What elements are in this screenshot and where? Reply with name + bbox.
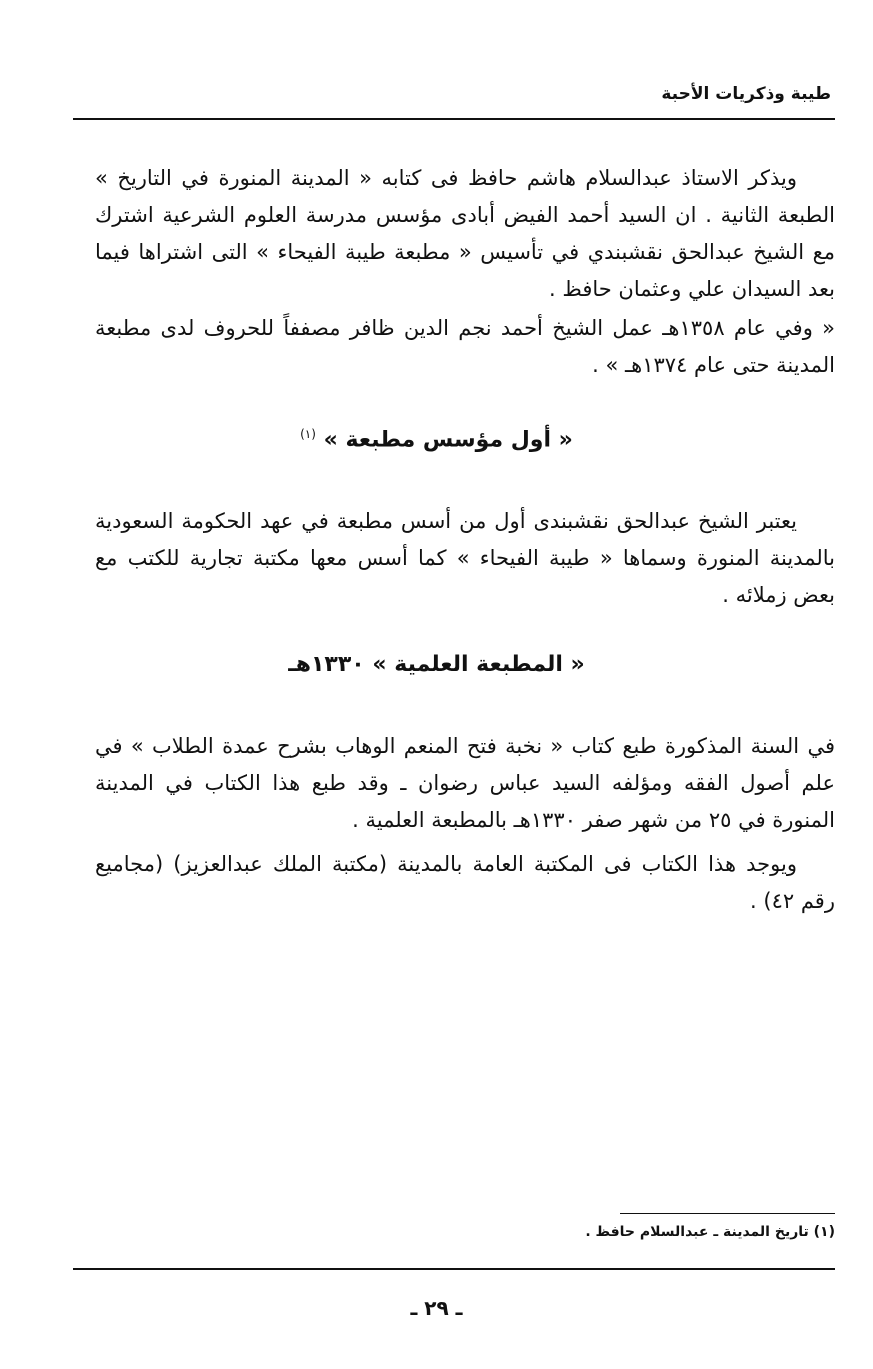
footer-rule xyxy=(73,1268,835,1270)
footnote-marker: (١) xyxy=(300,427,316,441)
paragraph-hafiz-citation: ويذكر الاستاذ عبدالسلام هاشم حافظ فى كتابه « المدينة المنورة في التاريخ » الطبعة الثانية . ان السيد أحمد الفيض أبادى مؤسس مدرسة العلوم الشرعية اشترك مع الشيخ عبدالحق نقشبندي في تأسيس « مطبعة طيبة الفيحاء » التى اشتراها فيما بعد السيدان علي وعثمان حافظ . xyxy=(95,166,835,301)
paragraph-naqshbandi: يعتبر الشيخ عبدالحق نقشبندى أول من أسس مطبعة في عهد الحكومة السعودية بالمدينة المنورة وسماها « طيبة الفيحاء » كما أسس معها مكتبة تجارية للكتب مع بعض زملائه . xyxy=(95,509,835,607)
section-heading-ilmiyya-press: « المطبعة العلمية » ١٣٣٠هـ xyxy=(288,652,585,677)
paragraph-library-copy: ويوجد هذا الكتاب فى المكتبة العامة بالمدينة (مكتبة الملك عبدالعزيز) (مجاميع رقم ٤٢) . xyxy=(95,852,835,913)
page-number: ـ ٢٩ ـ xyxy=(410,1296,463,1320)
header-rule xyxy=(73,118,835,120)
running-head: طيبة وذكريات الأحبة xyxy=(661,84,831,104)
paragraph-nukhba-book: في السنة المذكورة طبع كتاب « نخبة فتح المنعم الوهاب بشرح عمدة الطلاب » في علم أصول الفقه ومؤلفه السيد عباس رضوان ـ وقد طبع هذا الكتاب في المدينة المنورة في ٢٥ من شهر صفر ١٣٣٠هـ بالمطبعة العلمية . xyxy=(95,734,835,832)
paragraph-najm-aldin: « وفي عام ١٣٥٨هـ عمل الشيخ أحمد نجم الدين ظافر مصففاً للحروف لدى مطبعة المدينة حتى عام ١٣٧٤هـ » . xyxy=(95,316,835,377)
heading-text: « أول مؤسس مطبعة » xyxy=(323,427,573,453)
section-heading-first-founder xyxy=(0,427,873,452)
footnote: (١) تاريخ المدينة ـ عبدالسلام حافظ . xyxy=(585,1224,835,1240)
footnote-rule xyxy=(620,1213,835,1214)
